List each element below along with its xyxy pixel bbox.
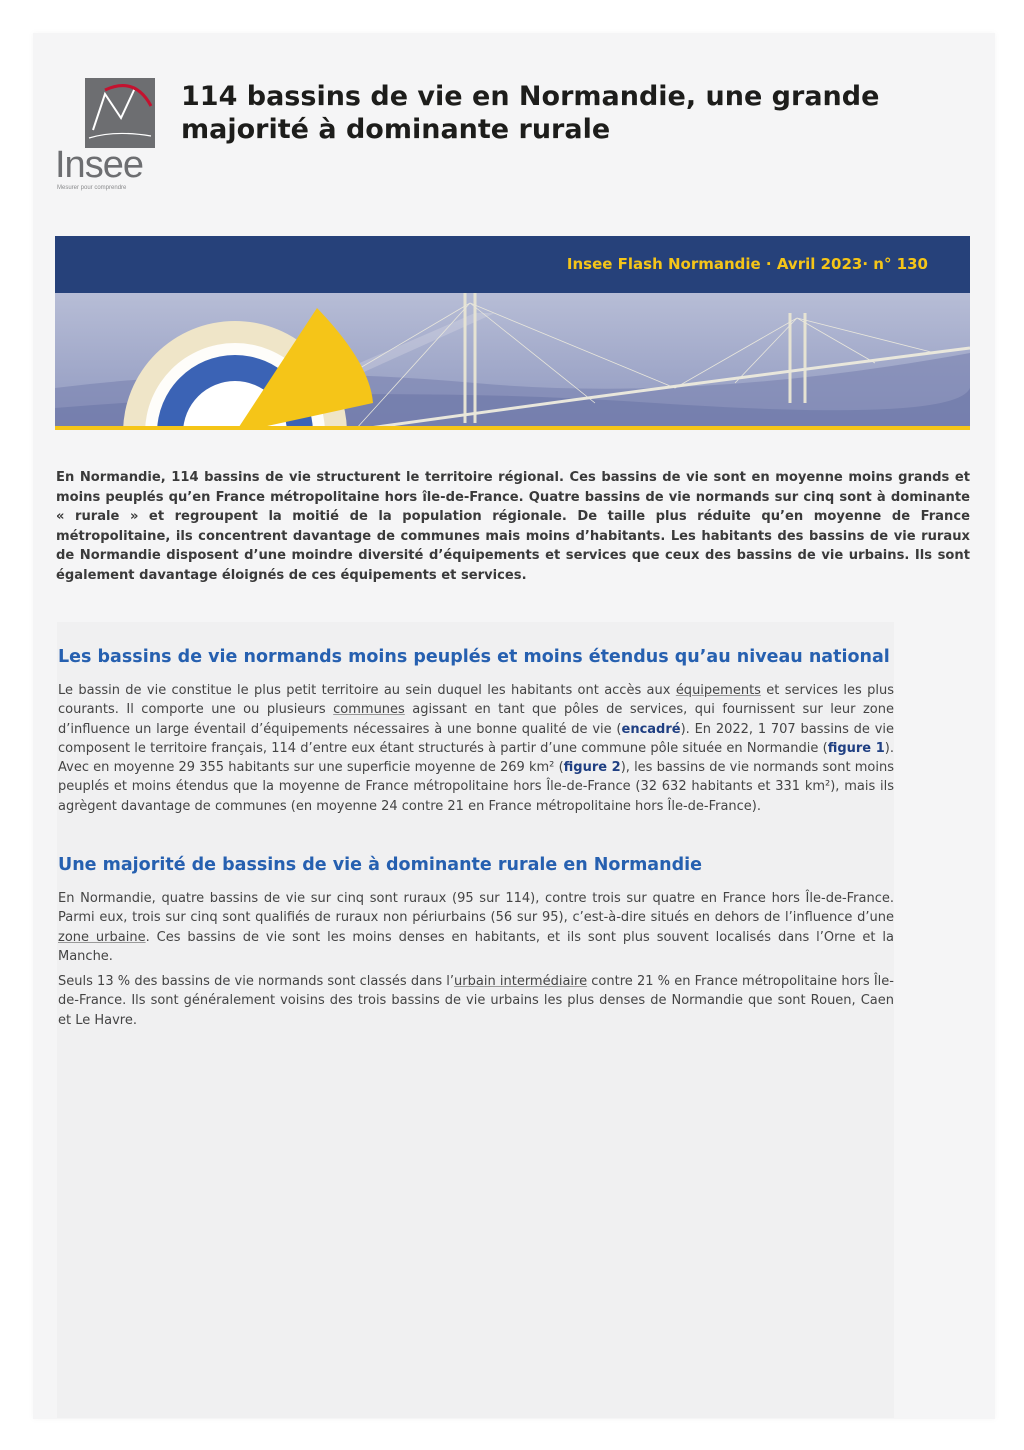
figure-1-link[interactable]: figure 1 bbox=[827, 740, 885, 756]
figure-2-link[interactable]: figure 2 bbox=[563, 760, 621, 776]
section-heading-2: Une majorité de bassins de vie à dominante rurale en Normandie bbox=[58, 855, 702, 875]
publication-label: Insee Flash Normandie · Avril 2023· n° 130 bbox=[566, 255, 928, 273]
logo-tagline: Mesurer pour comprendre bbox=[57, 185, 127, 191]
glossary-link-communes[interactable]: communes bbox=[333, 702, 405, 718]
page-title: 114 bassins de vie en Normandie, une grande majorité à dominante rurale bbox=[181, 81, 880, 145]
glossary-link-urbain-intermediaire[interactable]: urbain intermédiaire bbox=[454, 974, 588, 989]
logo-mark-icon bbox=[85, 78, 155, 148]
insee-logo[interactable] bbox=[55, 78, 159, 196]
banner-illustration bbox=[55, 293, 970, 430]
section-2-paragraph-1: En Normandie, quatre bassins de vie sur cinq sont ruraux (95 sur 114), contre trois sur quatre en France hors Île-de-France. Parmi eux, trois sur cinq sont qualifiés de ruraux non périurbains (56 sur 95), c’est-à-dire situés en dehors de l’influence d’une zone urbaine. Ces bassins de vie sont les moins denses en habitants, et ils sont plus souvent localisés dans l’Orne et la Manche. bbox=[58, 891, 894, 964]
logo-wordmark: Insee bbox=[55, 144, 143, 186]
glossary-link-zone-urbaine[interactable]: zone urbaine bbox=[58, 929, 146, 945]
abstract-paragraph: En Normandie, 114 bassins de vie structurent le territoire régional. Ces bassins de vie sont en moyenne moins grands et moins peuplés qu’en France métropolitaine hors île-de-France. Quatre bassins de vie normands sur cinq sont à dominante « rurale » et regroupent la moitié de la population régionale. De taille plus réduite qu’en moyenne de France métropolitaine, ils concentrent davantage de communes mais moins d’habitants. Les habitants des bassins de vie ruraux de Normandie disposent d’une moindre diversité d’équipements et services que ceux des bassins de vie urbains. Ils sont également davantage éloignés de ces équipements et services. bbox=[56, 470, 970, 583]
encadre-link[interactable]: encadré bbox=[621, 721, 681, 737]
section-2-paragraph-2: Seuls 13 % des bassins de vie normands sont classés dans l’urbain intermédiaire contre 21 % en France métropolitaine hors Île-de-France. Ils sont généralement voisins des trois bassins de vie urbains les plus denses de Normandie que sont Rouen, Caen et Le Havre. bbox=[58, 974, 894, 1028]
glossary-link-equipements[interactable]: équipements bbox=[675, 683, 761, 698]
section-heading-1: Les bassins de vie normands moins peuplés et moins étendus qu’au niveau national bbox=[58, 647, 890, 667]
publication-banner bbox=[55, 236, 970, 293]
section-1-paragraph: Le bassin de vie constitue le plus petit territoire au sein duquel les habitants ont accès aux équipements et services les plus courants. Il comporte une ou plusieurs communes agissant en tant que pôles de services, qui fournissent sur leur zone d’influence un large éventail d’équipements nécessaires à une bonne qualité de vie (encadré). En 2022, 1 707 bassins de vie composent le territoire français, 114 d’entre eux étant structurés à partir d’une commune pôle située en Normandie (figure 1). Avec en moyenne 29 355 habitants sur une superficie moyenne de 269 km² (figure 2), les bassins de vie normands sont moins peuplés et moins étendus que la moyenne de France métropolitaine hors Île-de-France (32 632 habitants et 331 km²), mais ils agrègent davantage de communes (en moyenne 24 contre 21 en France métropolitaine hors Île-de-France). bbox=[58, 683, 895, 814]
